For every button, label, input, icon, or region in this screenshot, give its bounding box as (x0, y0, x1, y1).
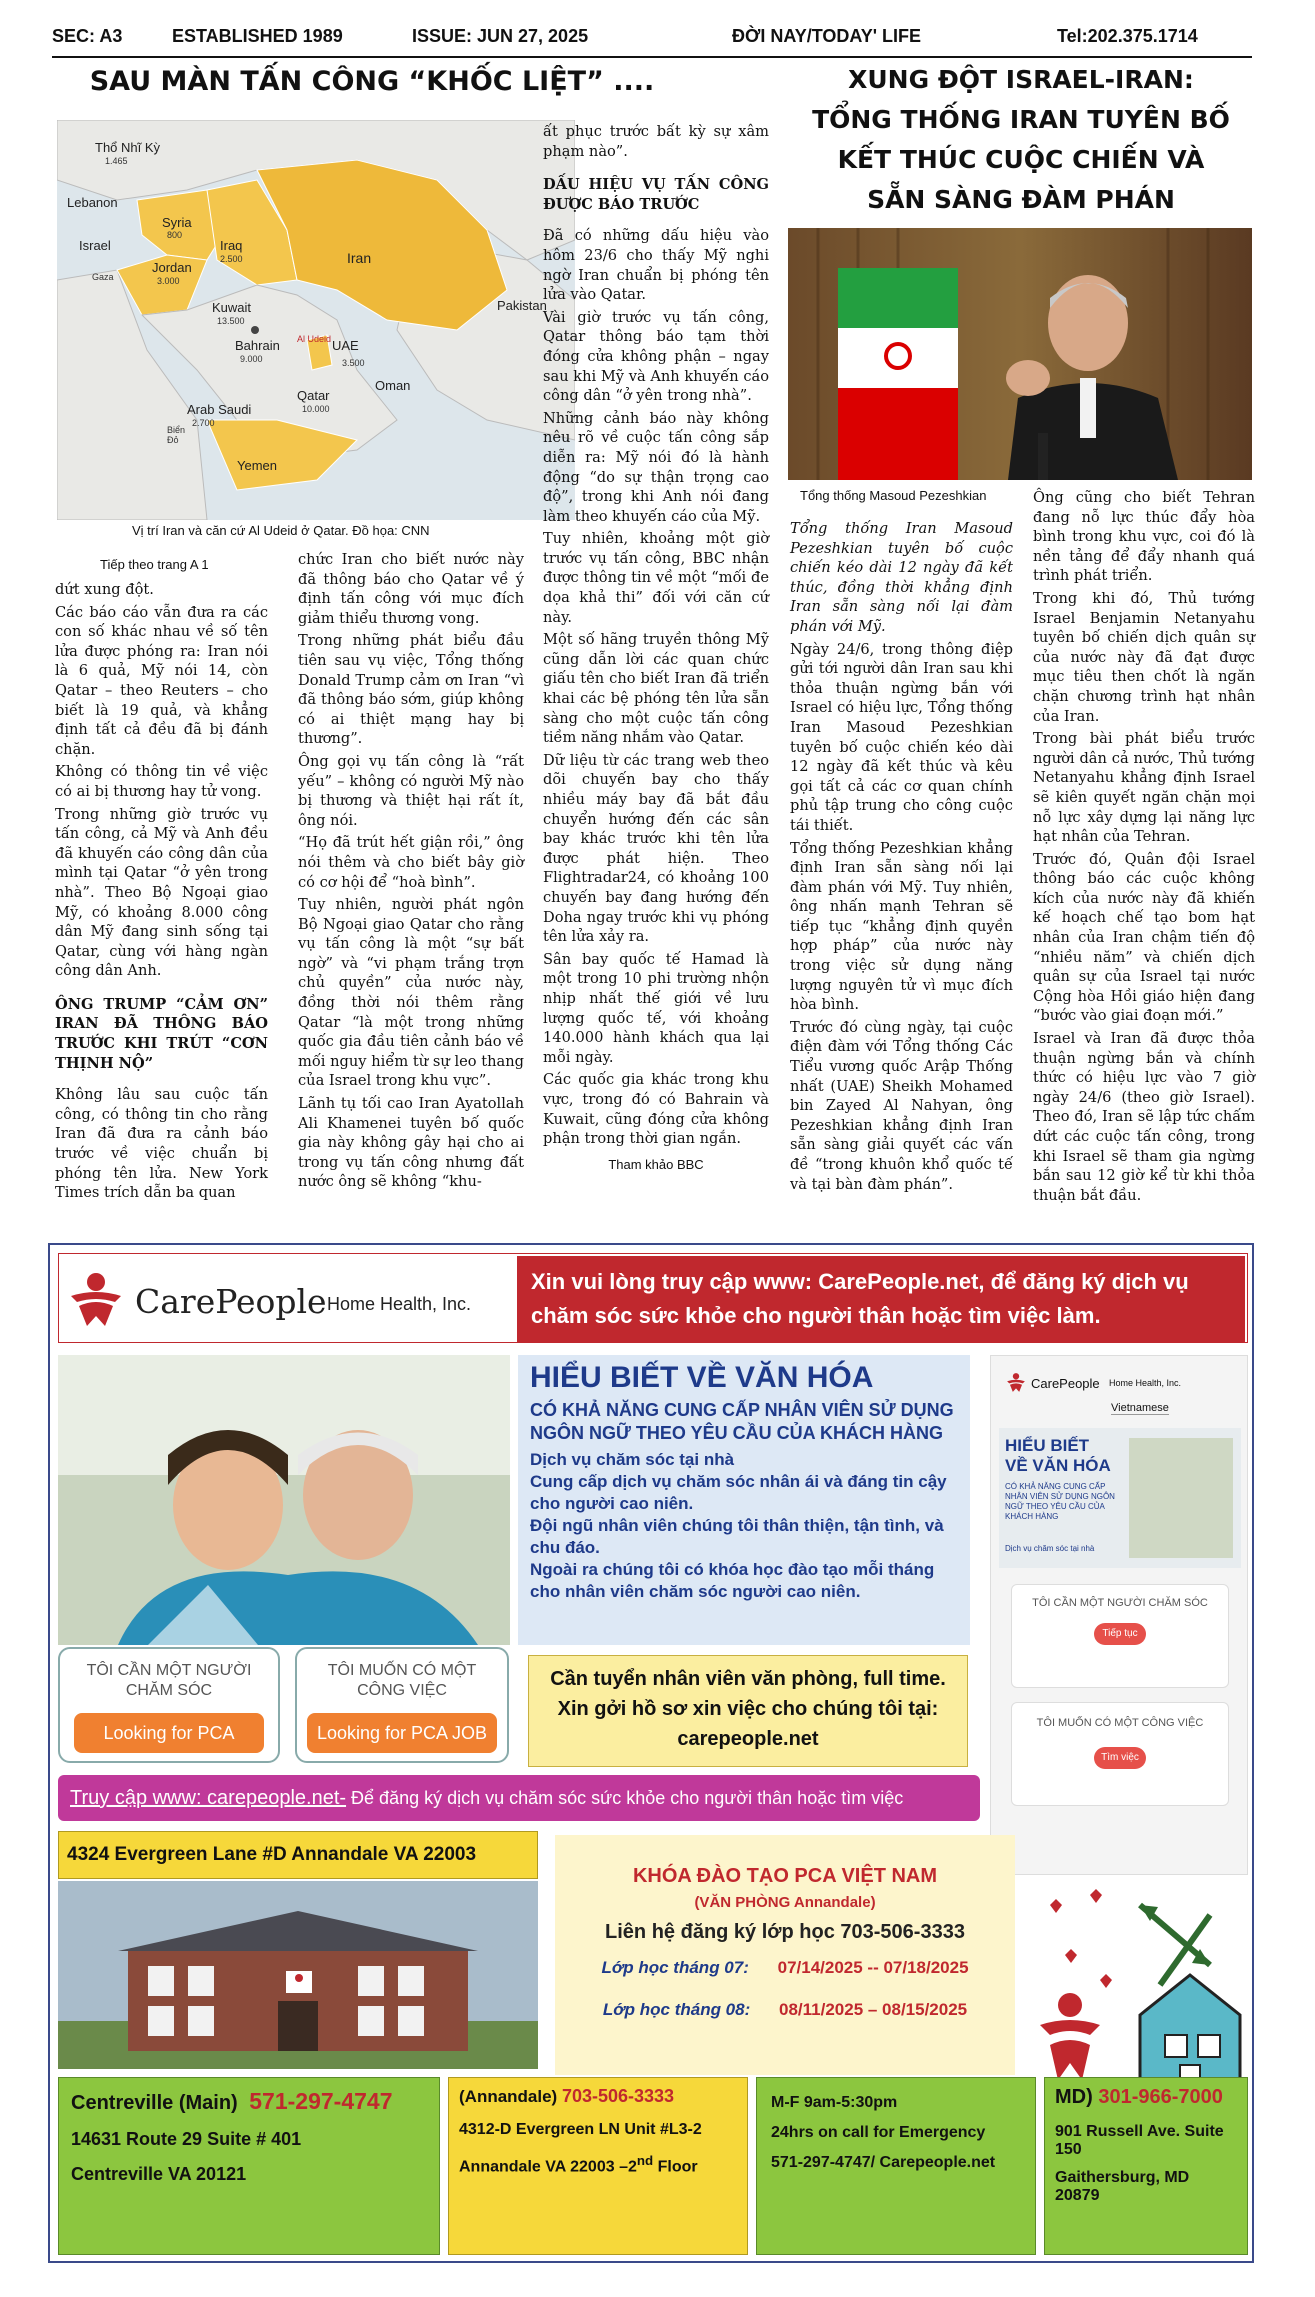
right-col-2 (1033, 488, 1255, 1208)
left-headline: SAU MÀN TẤN CÔNG “KHỐC LIỆT” .... (89, 66, 655, 97)
class-july (555, 1958, 1015, 1978)
map-count-turkey: 1.465 (105, 156, 128, 166)
paragraph: Tuy nhiên, người phát ngôn Bộ Ngoại giao Qatar cho rằng vụ tấn công là một “sự bất ngờ” và “vi phạm trắng trợn chủ quyền” của nước này, đồng thời nói thêm rằng Qatar “là một trong những quốc gia đầu tiên cảnh báo về mối nguy hiểm từ sự leo thang của Israel trong khu vực”. (298, 896, 524, 1090)
culture-item: Cung cấp dịch vụ chăm sóc nhân ái và đáng tin cậy cho người cao niên. (530, 1472, 947, 1513)
office-hours (756, 2077, 1036, 2255)
hours-line[interactable]: 571-297-4747/ Carepeople.net (771, 2154, 996, 2171)
office-centreville-name: Centreville (Main) (71, 2092, 238, 2114)
hiring-box (528, 1655, 968, 1767)
headline-line: SẴN SÀNG ĐÀM PHÁN (867, 185, 1175, 214)
office-building-photo (58, 1881, 538, 2069)
masthead-rule (52, 56, 1252, 58)
source-credit: Tham khảo BBC (608, 1156, 704, 1172)
phone-mockup (990, 1355, 1248, 1875)
mock-card-job-label: TÔI MUỐN CÓ MỘT CÔNG VIỆC (1036, 1717, 1204, 1729)
map-label-pakistan: Pakistan (497, 298, 547, 313)
addr-part: Annandale VA 22003 –2 (459, 2158, 637, 2176)
section-label: SEC: A3 (52, 26, 123, 46)
paragraph: “Họ đã trút hết giận rồi,” ông nói thêm và cho biết bây giờ có cơ hội để “hoà bình”. (298, 834, 524, 891)
paragraph: Trong những phát biểu đầu tiên sau vụ việc, Tổng thống Donald Trump cảm ơn Iran “vì đã thông báo sớm, giúp không có ai thiệt mạng hay bị thương”. (298, 632, 524, 748)
need-care-label: TÔI CẦN MỘT NGƯỜI CHĂM SÓC (86, 1662, 252, 1699)
hiring-line: Cần tuyển nhân viên văn phòng, full time. (550, 1668, 946, 1690)
addr-sup: nd (636, 2153, 654, 2168)
paragraph: Một số hãng truyền thông Mỹ cũng dẫn lời các quan chức giấu tên cho biết Iran đã triển khai các bệ phóng tên lửa sẵn sàng cho một cuộc tấn công tiềm năng nhắm vào Qatar. (543, 631, 769, 747)
paragraph: Trong khi đó, Thủ tướng Israel Benjamin Netanyahu tuyên bố chiến dịch quân sự của nước này đã đạt được mục tiêu then chốt là ngăn chặn chương trình hạt nhân của Iran. (1033, 589, 1255, 725)
house-graphic (1030, 1885, 1248, 2095)
paragraph: Trong những giờ trước vụ tấn công, cả Mỹ và Anh đều đã khuyến cáo công dân của mình tại Qatar “ở yên trong nhà”. Theo Bộ Ngoại giao Mỹ, có khoảng 8.000 công dân Mỹ đang sinh sống tại Qatar, cùng với hàng ngàn công dân Anh. (55, 805, 268, 980)
mock-logo-sub: Home Health, Inc. (1109, 1378, 1182, 1388)
paragraph: Các quốc gia khác trong khu vực, trong đó có Bahrain và Kuwait, cũng đóng cửa không phận trong thời gian ngắn. (543, 1071, 769, 1148)
right-col-1 (790, 519, 1013, 1197)
established-label: ESTABLISHED 1989 (172, 26, 343, 46)
office-annandale-heading (459, 2086, 737, 2107)
visit-link[interactable]: Truy cập www: carepeople.net- (70, 1787, 347, 1809)
paragraph: Tổng thống Pezeshkian khẳng định Iran sẵn sàng nối lại đàm phán với Mỹ. Tuy nhiên, ông nhấn mạnh Tehran sẽ tiếp tục “khẳng định quyền hợp pháp” của nước này trong việc sử dụng năng lượng nguyên tử vì mục đích hòa bình. (790, 839, 1013, 1014)
culture-item: Ngoài ra chúng tôi có khóa học đào tạo mỗi tháng cho nhân viên chăm sóc người cao niên. (530, 1560, 935, 1601)
hours-line: 24hrs on call for Emergency (771, 2124, 986, 2141)
map-label-turkey: Thổ Nhĩ Kỳ (95, 140, 161, 155)
culture-subtitle: CÓ KHẢ NĂNG CUNG CẤP NHÂN VIÊN SỬ DỤNG NGÔN NGỮ THEO YÊU CẦU CỦA KHÁCH HÀNG (530, 1400, 954, 1443)
paragraph: Lãnh tụ tối cao Iran Ayatollah Ali Khamenei tuyên bố quốc gia này không gây hại cho ai trong vụ tấn công nhưng đất nước ông sẽ không “khu- (298, 1095, 524, 1191)
map-count-syria: 800 (167, 230, 183, 240)
class-july-label: Lớp học tháng 07: (601, 1958, 749, 1977)
paragraph: Sân bay quốc tế Hamad là một trong 10 phi trường nhộn nhịp nhất thế giới về lưu lượng quốc tế, với khoảng 140.000 hành khách qua lại mỗi ngày. (543, 950, 769, 1066)
culture-title: HIỂU BIẾT VỀ VĂN HÓA (530, 1361, 874, 1394)
office-centreville-heading (71, 2088, 427, 2115)
want-job-card (295, 1647, 509, 1763)
hours-line: M-F 9am-5:30pm (771, 2094, 898, 2111)
headline-line: XUNG ĐỘT ISRAEL-IRAN: (848, 65, 1194, 94)
map-caption: Vị trí Iran và căn cứ Al Udeid ở Qatar. Đồ họa: CNN (132, 523, 430, 538)
paragraph: Tuy nhiên, khoảng một giờ trước vụ tấn công, BBC nhận được thông tin về một “mối đe dọa khả thi” đối với căn cứ này. (543, 530, 769, 626)
paragraph: Trước đó, Quân đội Israel thông báo các cuộc không kích của nước này đã khiến kế hoạch chế tạo bom hạt nhân của Iran chậm tiến độ “nhiều năm” và chiến dịch quân sự của Israel tại nước Cộng hòa Hồi giáo hiện đang “bước vào giai đoạn mới.” (1033, 850, 1255, 1025)
office-centreville (58, 2077, 440, 2255)
paragraph: Đã có những dấu hiệu vào hôm 23/6 cho thấy Mỹ nghi ngờ Iran chuẩn bị phóng tên lửa vào Qatar. (543, 227, 769, 304)
mock-logo-icon (1005, 1372, 1027, 1394)
paragraph: Trong bài phát biểu trước người dân cả nước, Thủ tướng Netanyahu khẳng định Israel sẽ kiên quyết ngăn chặn mọi nỗ lực xây dựng lại năng lực hạt nhân của Tehran. (1033, 730, 1255, 846)
looking-for-pca-job-button[interactable]: Looking for PCA JOB (307, 1713, 497, 1753)
office-maryland-heading (1055, 2086, 1237, 2109)
office-annandale-addr1: 4312-D Evergreen LN Unit #L3-2 (459, 2121, 702, 2138)
map-count-bahrain: 9.000 (240, 354, 263, 364)
paragraph: Không có thông tin về việc có ai bị thương hay tử vong. (55, 763, 268, 800)
carepeople-logo-text: CarePeople (135, 1282, 327, 1321)
map-count-qatar: 10.000 (302, 404, 330, 414)
paragraph: Các báo cáo vẫn đưa ra các con số khác nhau về số tên lửa được phóng ra: Iran nói là 6 quả, Mỹ nói 14, còn Qatar – theo Reuters – cho biết là 19 quả, và khẳng định tất cả đều đã bị đánh chặn. (55, 603, 268, 758)
map-label-bahrain: Bahrain (235, 338, 280, 353)
paragraph: Những cảnh báo này không nêu rõ về cuộc tấn công sắp diễn ra: Mỹ nói đó là hành động “do sự thận trọng cao độ”, trong khi Anh nói đang làm theo khuyến cáo của Mỹ. (543, 409, 769, 525)
map-label-yemen: Yemen (237, 458, 277, 473)
want-job-label: TÔI MUỐN CÓ MỘT CÔNG VIỆC (327, 1662, 477, 1699)
caregiver-photo (58, 1355, 510, 1645)
mock-card-job (1011, 1702, 1229, 1806)
map-label-uae: UAE (332, 338, 359, 353)
hiring-link[interactable]: carepeople.net (677, 1728, 819, 1750)
mock-service: Dịch vụ chăm sóc tại nhà (1005, 1544, 1095, 1553)
masthead (52, 26, 1252, 56)
map-label-aludeid: Al Udeid (297, 334, 332, 344)
map-label-qatar: Qatar (297, 388, 330, 403)
class-july-dates: 07/14/2025 -- 07/18/2025 (777, 1958, 969, 1977)
carepeople-logo-suffix: Home Health, Inc. (327, 1294, 472, 1314)
issue-label: ISSUE: JUN 27, 2025 (412, 26, 589, 46)
mock-card-care-label: TÔI CẦN MỘT NGƯỜI CHĂM SÓC (1032, 1597, 1208, 1609)
mock-hero (999, 1428, 1241, 1568)
looking-for-pca-button[interactable]: Looking for PCA (74, 1713, 264, 1753)
training-title: KHÓA ĐÀO TẠO PCA VIỆT NAM (632, 1865, 938, 1887)
office-maryland-addr2: Gaithersburg, MD 20879 (1055, 2169, 1190, 2204)
paragraph: ất phục trước bất kỳ sự xâm phạm nào”. (543, 123, 769, 160)
map-label-iraq: Iraq (220, 238, 243, 253)
office-centreville-addr2: Centreville VA 20121 (71, 2164, 247, 2184)
class-august-label: Lớp học tháng 08: (602, 2000, 751, 2019)
visit-text: Để đăng ký dịch vụ chăm sóc sức khỏe cho người thân hoặc tìm việc (346, 1788, 904, 1808)
mock-findjob-button[interactable]: Tìm việc (1094, 1747, 1146, 1769)
address-top: 4324 Evergreen Lane #D Annandale VA 22003 (58, 1831, 538, 1879)
office-maryland-phone[interactable]: 301-966-7000 (1098, 2086, 1223, 2108)
paragraph: Không lâu sau cuộc tấn công, có thông tin cho rằng Iran đã đưa ra cảnh báo trước về việc chuẩn bị phóng tên lửa. New York Times trích dẫn ba quan (55, 1086, 268, 1202)
addr-part: Floor (653, 2158, 698, 2176)
map-label-saudi: Arab Saudi (187, 402, 252, 417)
subheading: DẤU HIỆU VỤ TẤN CÔNG ĐƯỢC BÁO TRƯỚC (543, 176, 769, 213)
ad-banner: Xin vui lòng truy cập www: CarePeople.net, để đăng ký dịch vụ chăm sóc sức khỏe cho người thân hoặc tìm việc làm. (517, 1256, 1245, 1342)
map-label-gaza: Gaza (92, 272, 114, 282)
paragraph: Israel và Iran đã được thỏa thuận ngừng bắn và chính thức có hiệu lực vào 7 giờ ngày 24/6 (theo giờ Israel). Theo đó, Iran sẽ lập tức chấm dứt các cuộc tấn công, trong khi Israel sẽ tham gia ngừng bắn sau 12 giờ kể từ khi thỏa thuận bắt đầu. (1033, 1030, 1255, 1204)
culture-box (518, 1355, 970, 1645)
mock-language-select[interactable]: Vietnamese (1111, 1402, 1169, 1414)
map-graphic (57, 120, 575, 520)
office-annandale-name: (Annandale) (459, 2087, 558, 2106)
president-photo (788, 228, 1252, 480)
paragraph: dứt xung đột. (55, 581, 154, 598)
office-annandale-phone[interactable]: 703-506-3333 (561, 2086, 675, 2106)
telephone: Tel:202.375.1714 (1057, 26, 1198, 46)
right-headline (790, 60, 1252, 220)
map-count-iraq: 2.500 (220, 254, 243, 264)
map-label-israel: Israel (79, 238, 111, 253)
headline-line: TỔNG THỐNG IRAN TUYÊN BỐ (812, 105, 1230, 134)
mock-continue-button[interactable]: Tiếp tục (1094, 1623, 1146, 1645)
photo-caption: Tổng thống Masoud Pezeshkian (800, 488, 987, 503)
carepeople-logo-icon (65, 1270, 127, 1332)
carepeople-ad (48, 1243, 1254, 2263)
subheading: ÔNG TRUMP “CẢM ƠN” IRAN ĐÃ THÔNG BÁO TRƯỚC KHI TRÚT “CƠN THỊNH NỘ” (55, 995, 268, 1072)
paragraph: Ông gọi vụ tấn công là “rất yếu” – không có người Mỹ nào bị thương và thiệt hại rất ít, ông nói. (298, 752, 524, 829)
paragraph: Trước đó cùng ngày, tại cuộc điện đàm với Tổng thống Các Tiểu vương quốc Arập Thống nhất (UAE) Sheikh Mohamed bin Zayed Al Nahyan, ông Pezeshkian khẳng định Iran sẵn sàng giải quyết các vấn đề “trong khuôn khổ quốc tế và tại bàn đàm phán”. (790, 1018, 1013, 1193)
map-label-iran: Iran (347, 250, 372, 266)
left-col-2 (298, 550, 524, 1195)
left-col-1 (55, 580, 268, 1206)
map-label-redsea: Biển Đỏ (167, 425, 186, 445)
paragraph: Dữ liệu từ các trang web theo dõi chuyến bay cho thấy nhiều máy bay đã bắt đầu chuyển hướng đến các sân bay khác trước khi tên lửa được phát hiện. Theo Flightradar24, có khoảng 100 chuyến bay đang hướng đến Doha ngay trước khi vụ phóng tên lửa xảy ra. (543, 751, 769, 946)
lead-paragraph: Tổng thống Iran Masoud Pezeshkian tuyên bố cuộc chiến kéo dài 12 ngày đã kết thúc, đồng thời khẳng định Iran sẵn sàng nối lại đàm phán với Mỹ. (790, 520, 1013, 635)
continued-label: Tiếp theo trang A 1 (100, 557, 209, 572)
office-annandale-addr2 (459, 2153, 737, 2176)
hiring-line: Xin gởi hồ sơ xin việc cho chúng tôi tại: (557, 1698, 939, 1720)
office-centreville-phone[interactable]: 571-297-4747 (249, 2088, 393, 2114)
map-count-kuwait: 13.500 (217, 316, 245, 326)
paragraph: chức Iran cho biết nước này đã thông báo cho Qatar về ý định tấn công với mục đích giảm thiểu thương vong. (298, 551, 524, 627)
map-count-jordan: 3.000 (157, 276, 180, 286)
left-col-3 (543, 122, 769, 1177)
culture-list (530, 1449, 958, 1603)
office-maryland-name: MD) (1055, 2086, 1093, 2108)
culture-item: Dịch vụ chăm sóc tại nhà (530, 1450, 735, 1469)
class-august (555, 2000, 1015, 2020)
mock-title: HIỂU BIẾT VỀ VĂN HÓA (1005, 1436, 1111, 1475)
headline-line: KẾT THÚC CUỘC CHIẾN VÀ (837, 145, 1205, 174)
visit-bar (58, 1775, 980, 1821)
paragraph: Ông cũng cho biết Tehran đang nỗ lực thúc đẩy hòa bình trong khu vực, coi đó là nền tảng để đẩy nhanh quá trình phát triển. (1033, 489, 1255, 585)
office-centreville-addr1: 14631 Route 29 Suite # 401 (71, 2129, 302, 2149)
training-contact: Liên hệ đăng ký lớp học 703-506-3333 (605, 1921, 965, 1943)
map-count-saudi: 2.700 (192, 418, 215, 428)
map-count-uae: 3.500 (342, 358, 365, 368)
class-august-dates: 08/11/2025 – 08/15/2025 (779, 2000, 968, 2019)
map-label-oman: Oman (375, 378, 411, 393)
map-label-syria: Syria (162, 215, 192, 230)
training-office: (VĂN PHÒNG Annandale) (694, 1894, 876, 1911)
map-label-kuwait: Kuwait (212, 300, 252, 315)
map-label-jordan: Jordan (152, 260, 192, 275)
need-care-card (58, 1647, 280, 1763)
mock-photo (1129, 1438, 1233, 1558)
map-label-lebanon: Lebanon (67, 195, 118, 210)
mock-card-care (1011, 1584, 1229, 1688)
mock-logo-text: CarePeople (1031, 1376, 1100, 1391)
mock-subtitle: CÓ KHẢ NĂNG CUNG CẤP NHÂN VIÊN SỬ DỤNG NGÔN NGỮ THEO YÊU CẦU CỦA KHÁCH HÀNG (1005, 1482, 1115, 1521)
paragraph: Vài giờ trước vụ tấn công, Qatar thông báo tạm thời đóng cửa không phận – ngay sau khi Mỹ và Anh khuyến cáo công dân “ở yên trong nhà”. (543, 308, 769, 405)
culture-item: Đội ngũ nhân viên chúng tôi thân thiện, tận tình, và chu đáo. (530, 1516, 944, 1557)
paper-name: ĐỜI NAY/TODAY' LIFE (732, 26, 922, 46)
office-maryland (1044, 2077, 1248, 2255)
paragraph: Ngày 24/6, trong thông điệp gửi tới người dân Iran sau khi thỏa thuận ngừng bắn với Israel có hiệu lực, Tổng thống Iran Masoud Pezeshkian tuyên bố cuộc chiến kéo dài 12 ngày đã kết thúc và kêu gọi tất cả các cơ quan chính phủ tập trung cho công cuộc tái thiết. (790, 640, 1013, 834)
region-map (57, 120, 575, 520)
office-maryland-addr1: 901 Russell Ave. Suite 150 (1055, 2123, 1224, 2158)
office-annandale (448, 2077, 748, 2255)
ad-header (58, 1253, 1248, 1343)
training-box (555, 1835, 1015, 2075)
photo-graphic (788, 228, 1252, 480)
